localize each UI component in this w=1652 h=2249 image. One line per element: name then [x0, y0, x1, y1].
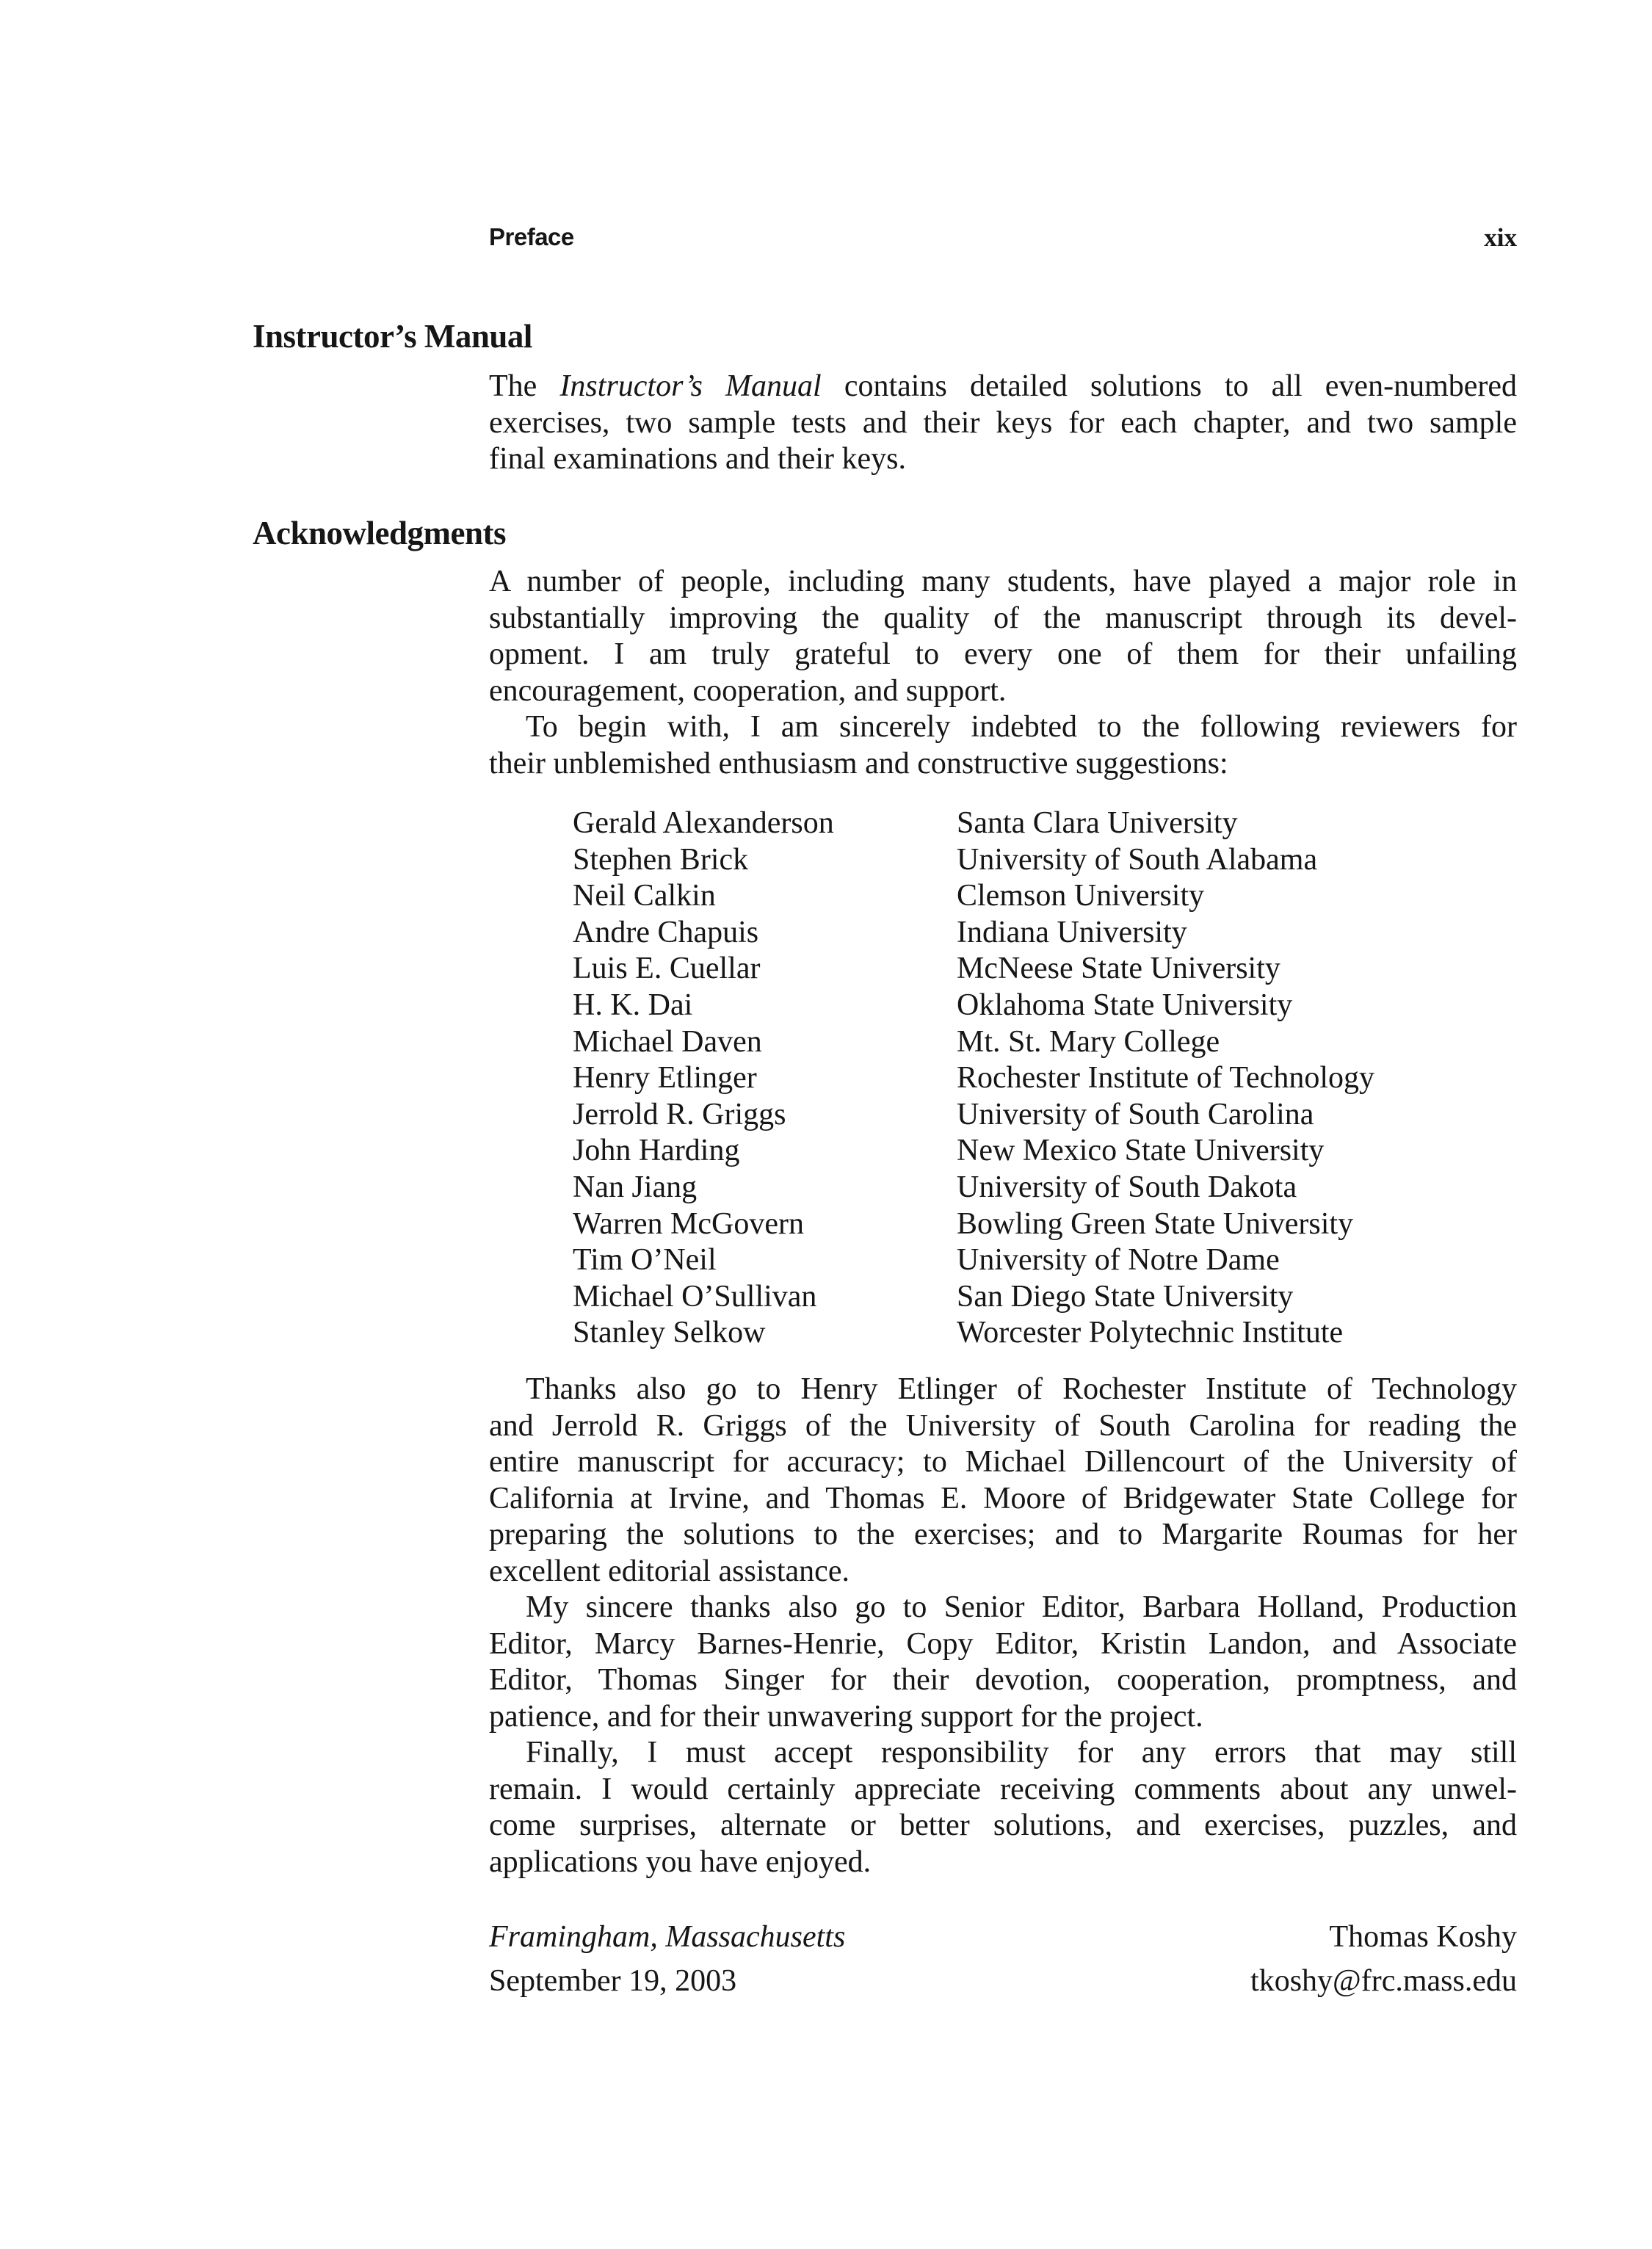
reviewer-row	[573, 915, 1490, 952]
reviewer-institution: San Diego State University	[957, 1279, 1294, 1314]
reviewer-institution: Bowling Green State University	[957, 1206, 1354, 1241]
reviewer-institution: University of South Dakota	[957, 1170, 1297, 1204]
reviewer-row	[573, 1133, 1490, 1170]
reviewer-row	[573, 1315, 1490, 1352]
acknowledgments-heading: Acknowledgments	[253, 515, 507, 551]
reviewer-name: Michael Daven	[573, 1024, 762, 1059]
reviewer-name: Stephen Brick	[573, 842, 749, 877]
reviewer-institution: Oklahoma State University	[957, 988, 1293, 1022]
signature-author: Thomas Koshy	[1329, 1920, 1517, 1954]
ack-paragraph-2: To begin with, I am sincerely indebted to the following reviewers for their unblemished enthusiasm and constructive suggestions:	[489, 710, 1517, 781]
reviewer-row	[573, 1170, 1490, 1206]
reviewer-institution: University of South Alabama	[957, 842, 1318, 877]
signature-place: Framingham, Massachusetts	[489, 1920, 846, 1954]
reviewer-name: H. K. Dai	[573, 988, 693, 1022]
reviewer-name: Nan Jiang	[573, 1170, 698, 1204]
running-header-title: Preface	[489, 223, 574, 250]
book-title-italic: Instructor’s Manual	[559, 369, 822, 403]
reviewer-name: Tim O’Neil	[573, 1243, 717, 1278]
ack-paragraph-3: Thanks also go to Henry Etlinger of Rochester Institute of Technology and Jerrold R. Griggs of the University of South Carolina for reading the entire manuscript for accuracy; to Michael Dillencourt of the University of California at Irvine, and Thomas E. Moore of Bridgewater State College for preparing the solutions to the exercises; and to Margarite Roumas for her excellent editorial assistance.	[489, 1372, 1517, 1588]
reviewer-institution: University of South Carolina	[957, 1097, 1314, 1131]
reviewer-institution: Mt. St. Mary College	[957, 1024, 1220, 1059]
paragraph-line: final examinations and their keys.	[489, 442, 907, 476]
reviewer-name: Henry Etlinger	[573, 1061, 757, 1095]
reviewer-row	[573, 1097, 1490, 1134]
signature-place-date	[489, 1915, 845, 2003]
instructors-manual-paragraph	[489, 369, 1517, 478]
reviewer-institution: Worcester Polytechnic Institute	[957, 1316, 1344, 1350]
instructors-manual-heading: Instructor’s Manual	[253, 318, 532, 355]
reviewer-list	[573, 805, 1490, 1352]
ack-paragraph-4: My sincere thanks also go to Senior Editor, Barbara Holland, Production Editor, Marcy Barnes-Henrie, Copy Editor, Kristin Landon, and Associate Editor, Thomas Singer for their devotion, cooperation, promptness, and patience, and for their unwavering support for the project.	[489, 1590, 1517, 1734]
reviewer-institution: Rochester Institute of Technology	[957, 1061, 1374, 1095]
reviewer-row	[573, 1242, 1490, 1279]
reviewer-name: Stanley Selkow	[573, 1316, 766, 1350]
reviewer-institution: McNeese State University	[957, 952, 1280, 986]
reviewer-row	[573, 805, 1490, 842]
reviewer-row	[573, 1206, 1490, 1243]
ack-paragraph-5: Finally, I must accept responsibility for any errors that may still remain. I would certainly appreciate receiving comments about any unwel- come surprises, alternate or better solutions, and exercises, puzzles, and applications you have enjoyed.	[489, 1736, 1517, 1879]
reviewer-name: Michael O’Sullivan	[573, 1279, 817, 1314]
reviewer-row	[573, 951, 1490, 988]
reviewer-name: Gerald Alexanderson	[573, 806, 834, 840]
page-number: xix	[1484, 223, 1517, 252]
reviewer-name: John Harding	[573, 1134, 740, 1168]
acknowledgments-closing	[489, 1372, 1517, 1880]
reviewer-row	[573, 1279, 1490, 1316]
signature-date: September 19, 2003	[489, 1964, 737, 1998]
reviewer-institution: Santa Clara University	[957, 806, 1238, 840]
reviewer-institution: Clemson University	[957, 879, 1205, 913]
reviewer-row	[573, 1024, 1490, 1061]
signature-email: tkoshy@frc.mass.edu	[1250, 1964, 1517, 1998]
reviewer-name: Luis E. Cuellar	[573, 952, 761, 986]
paragraph-line: exercises, two sample tests and their keys for each chapter, and two sample	[489, 405, 1517, 440]
reviewer-row	[573, 988, 1490, 1024]
reviewer-institution: Indiana University	[957, 915, 1187, 949]
reviewer-name: Neil Calkin	[573, 879, 716, 913]
reviewer-name: Jerrold R. Griggs	[573, 1097, 786, 1131]
reviewer-institution: University of Notre Dame	[957, 1243, 1280, 1278]
reviewer-institution: New Mexico State University	[957, 1134, 1325, 1168]
reviewer-name: Andre Chapuis	[573, 915, 759, 949]
running-header	[489, 223, 1517, 260]
signature-author-block	[1250, 1915, 1517, 2003]
reviewer-name: Warren McGovern	[573, 1206, 804, 1241]
reviewer-row	[573, 1060, 1490, 1097]
reviewer-row	[573, 878, 1490, 915]
ack-paragraph-1: A number of people, including many students, have played a major role in substantially improving the quality of the manuscript through its devel- opment. I am truly grateful to every one of them for their unfailing encouragement, cooperation, and support.	[489, 565, 1517, 708]
paragraph-line: The Instructor’s Manual contains detailed solutions to all even-numbered	[489, 369, 1518, 403]
acknowledgments-intro	[489, 564, 1517, 782]
reviewer-row	[573, 842, 1490, 879]
